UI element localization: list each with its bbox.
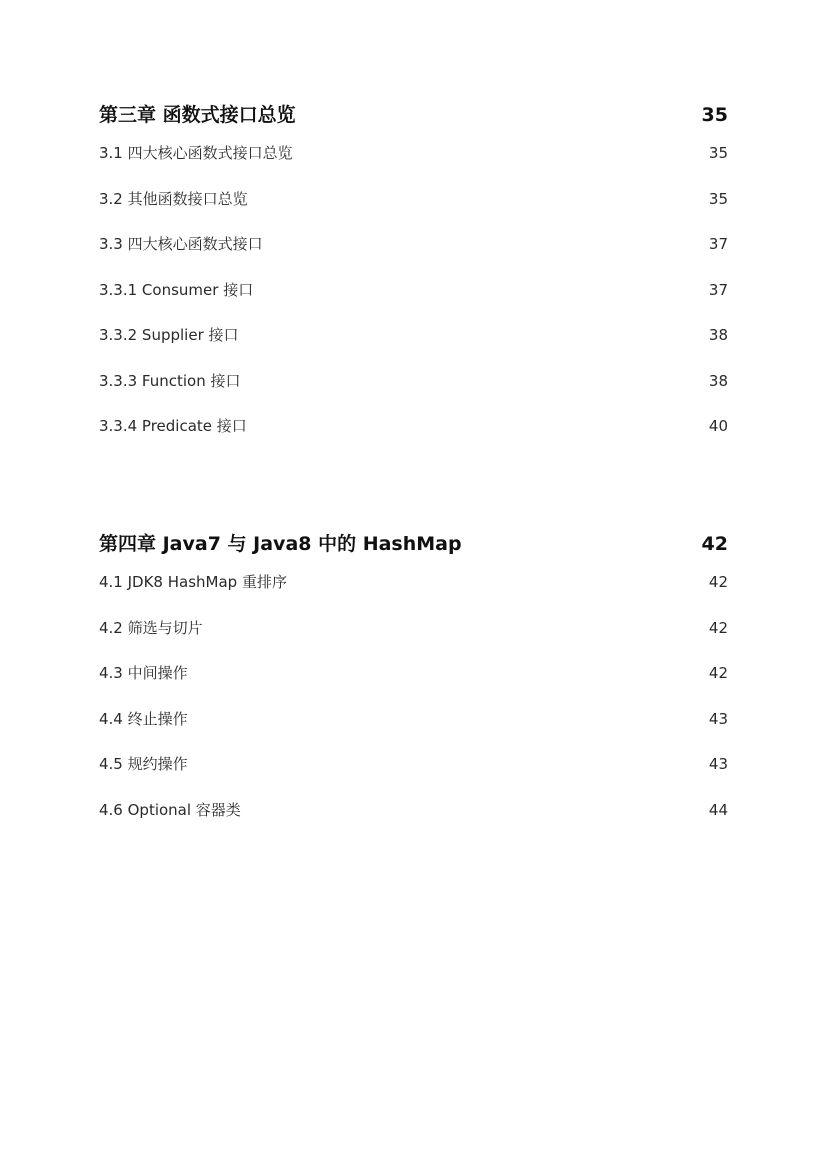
toc-entry-title: 3.2 其他函数接口总览 (99, 189, 248, 208)
toc-entry-page: 37 (708, 280, 728, 299)
toc-entry-page: 38 (708, 326, 728, 344)
chapter-title: 第三章 函数式接口总览 (99, 104, 296, 126)
chapter-page-number: 35 (701, 104, 728, 126)
toc-entry-page: 43 (708, 709, 728, 728)
toc-entry[interactable] (99, 708, 729, 754)
toc-entry[interactable] (99, 370, 729, 416)
chapter-page-number: 42 (701, 533, 728, 555)
toc-entry-page: 43 (708, 755, 728, 773)
toc-entry-page: 35 (708, 144, 728, 162)
toc-entry-title: 3.3.4 Predicate 接口 (99, 417, 247, 435)
chapter-heading[interactable] (99, 529, 729, 563)
toc-entry-title: 4.6 Optional 容器类 (99, 800, 241, 819)
toc-chapter-4 (99, 529, 729, 844)
toc-entry-page: 44 (708, 800, 728, 819)
toc-entry[interactable] (99, 617, 729, 663)
toc-entry-title: 4.5 规约操作 (99, 755, 188, 773)
toc-entry[interactable] (99, 142, 729, 188)
toc-chapter-3 (99, 100, 729, 461)
chapter-title: 第四章 Java7 与 Java8 中的 HashMap (99, 533, 462, 555)
toc-entry-page: 40 (708, 417, 728, 435)
toc-entry-list (99, 142, 729, 461)
toc-entry-title: 4.1 JDK8 HashMap 重排序 (99, 573, 287, 591)
toc-entry-title: 4.2 筛选与切片 (99, 618, 203, 637)
toc-entry-title: 3.3.3 Function 接口 (99, 371, 241, 390)
toc-entry[interactable] (99, 415, 729, 461)
toc-entry-list (99, 571, 729, 844)
toc-entry[interactable] (99, 279, 729, 325)
toc-entry-page: 38 (708, 371, 728, 390)
toc-entry[interactable] (99, 233, 729, 279)
toc-entry-title: 3.3 四大核心函数式接口 (99, 235, 263, 253)
toc-entry[interactable] (99, 188, 729, 234)
toc-entry-title: 4.3 中间操作 (99, 664, 188, 682)
toc-entry-page: 42 (708, 573, 728, 591)
toc-entry[interactable] (99, 324, 729, 370)
toc-entry-title: 3.3.2 Supplier 接口 (99, 326, 239, 344)
toc-entry-title: 3.3.1 Consumer 接口 (99, 280, 254, 299)
toc-entry[interactable] (99, 753, 729, 799)
chapter-heading[interactable] (99, 100, 729, 134)
toc-entry-page: 42 (708, 664, 728, 682)
toc-entry[interactable] (99, 571, 729, 617)
toc-entry-page: 37 (708, 235, 728, 253)
toc-entry[interactable] (99, 799, 729, 845)
toc-entry-title: 3.1 四大核心函数式接口总览 (99, 144, 293, 162)
toc-entry-page: 42 (708, 618, 728, 637)
toc-entry-page: 35 (708, 189, 728, 208)
toc-entry-title: 4.4 终止操作 (99, 709, 188, 728)
toc-entry[interactable] (99, 662, 729, 708)
